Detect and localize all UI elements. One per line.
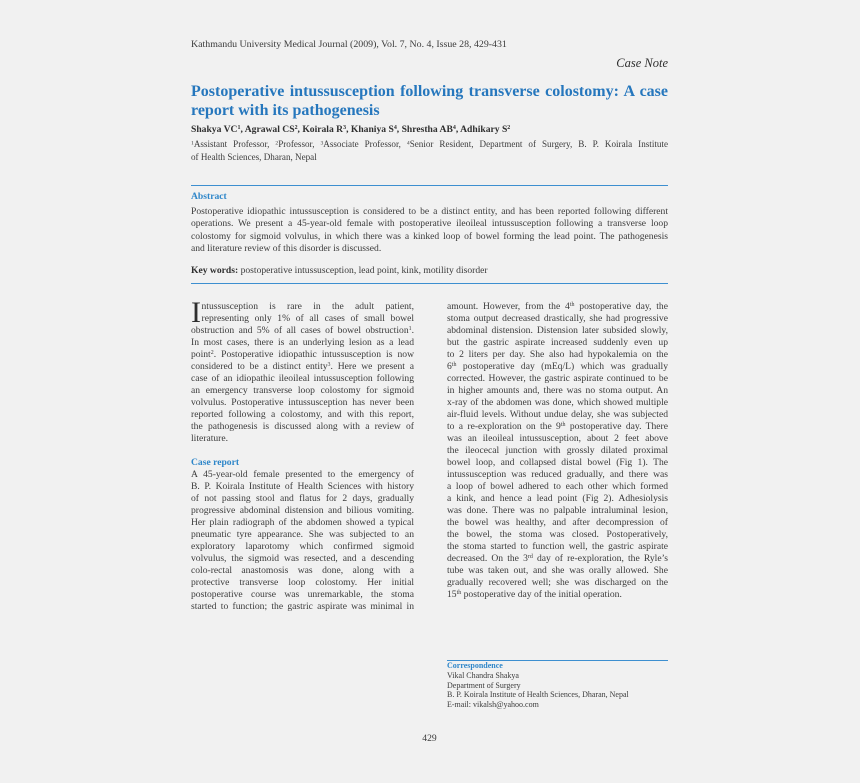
text-run: amount. However, from the 4 bbox=[447, 301, 570, 312]
superscript: 1 bbox=[191, 139, 194, 146]
text-run: volvulus. Postoperative intussusception has never been bbox=[191, 397, 414, 408]
divider-bottom bbox=[191, 283, 668, 284]
text-run: Her plain radiograph of the abdomen showed a typical bbox=[191, 517, 414, 528]
correspondence-heading: Correspondence bbox=[447, 661, 503, 670]
superscript: 3 bbox=[343, 125, 347, 132]
case-line bbox=[191, 517, 414, 529]
text-run: to 2 liters per day. She also had hypokalemia on the bbox=[447, 349, 668, 360]
text-run: representing only 1% of all cases of small bowel bbox=[201, 313, 414, 324]
case-line bbox=[191, 589, 414, 601]
case-report-text-left bbox=[191, 469, 414, 613]
intro-line bbox=[191, 421, 414, 433]
case-line bbox=[447, 517, 668, 529]
text-run: operations. We present a 45-year-old female with postoperative ileoileal intussusception following a transverse loop bbox=[191, 218, 668, 230]
intro-line bbox=[191, 385, 414, 397]
text-run: the bowel was healthy, and after decompression of bbox=[447, 517, 668, 528]
text-run: protective transverse loop colostomy. Her initial bbox=[191, 577, 414, 588]
text-run: , Adhikary S bbox=[455, 124, 508, 135]
text-run: of not passing stool and flatus for 2 days, gradually bbox=[191, 493, 414, 504]
text-run: bowel loop, and collapsed distal bowel (Fig 1). The bbox=[447, 457, 668, 468]
case-line bbox=[447, 421, 668, 433]
case-line bbox=[191, 505, 414, 517]
text-run: an emergency transverse loop colostomy for sigmoid bbox=[191, 385, 414, 396]
affiliation-line bbox=[191, 151, 668, 164]
text-run: Professor, bbox=[278, 138, 321, 149]
left-column bbox=[191, 296, 414, 613]
text-run: gradually recovered well; she was discharged on the bbox=[447, 577, 668, 588]
case-line bbox=[191, 481, 414, 493]
superscript: 2 bbox=[294, 125, 298, 132]
correspondence-line bbox=[447, 700, 668, 710]
affiliation-line bbox=[191, 138, 668, 151]
introduction-paragraph bbox=[191, 301, 414, 445]
text-run: colostomy for sigmoid volvulus, in which there was a kinked loop of bowel forming the lead point. The pathogenesis bbox=[191, 230, 668, 242]
superscript: 1 bbox=[408, 326, 412, 333]
correspondence-block bbox=[447, 661, 668, 710]
abstract-line bbox=[191, 206, 668, 218]
case-line bbox=[447, 457, 668, 469]
text-run: stoma output decreased drastically, she had progressive bbox=[447, 313, 668, 324]
case-line bbox=[447, 349, 668, 361]
title-line-1: Postoperative intussusception following transverse colostomy: A case bbox=[191, 83, 668, 100]
correspondence-details bbox=[447, 671, 668, 710]
text-run: progressive abdominal distension and bilious vomiting. bbox=[191, 505, 414, 516]
intro-line bbox=[191, 301, 414, 313]
case-line bbox=[447, 301, 668, 313]
case-line bbox=[191, 553, 414, 565]
text-run: point bbox=[191, 349, 211, 360]
case-line bbox=[447, 445, 668, 457]
superscript: rd bbox=[527, 554, 533, 561]
text-run: In most cases, there is an underlying lesion as a lead bbox=[191, 337, 414, 348]
text-run: , Shrestha AB bbox=[396, 124, 453, 135]
case-line bbox=[447, 433, 668, 445]
text-run: , Agrawal CS bbox=[240, 124, 295, 135]
text-run: . bbox=[411, 325, 414, 336]
case-line bbox=[191, 469, 414, 481]
intro-line bbox=[191, 397, 414, 409]
text-run: and literature review of this disorder is discussed. bbox=[191, 242, 382, 254]
text-run: abdominal distension. Distension later subsided slowly, bbox=[447, 325, 668, 336]
correspondence-line bbox=[447, 690, 668, 700]
superscript: th bbox=[456, 590, 462, 597]
case-line bbox=[447, 373, 668, 385]
text-run: Postoperative idiopathic intussusception is considered to be a distinct entity, and has been reported following different bbox=[191, 206, 668, 217]
text-run: day of re-exploration, the Ryle’s bbox=[532, 553, 668, 564]
intro-line bbox=[191, 373, 414, 385]
case-report-text-right bbox=[447, 301, 668, 601]
superscript: th bbox=[451, 362, 457, 369]
text-run: obstruction and 5% of all cases of bowel obstruction bbox=[191, 325, 409, 336]
text-run: the pathogenesis is discussed along with a review of bbox=[191, 421, 414, 432]
text-run: the ileocecal junction with grossly dilated proximal bbox=[447, 445, 668, 456]
text-run: Assistant Professor, bbox=[193, 138, 276, 149]
drop-cap: I bbox=[191, 296, 201, 329]
text-run: a loop of bowel adhered to each other which formed bbox=[447, 481, 668, 492]
intro-line bbox=[191, 433, 414, 445]
case-line bbox=[447, 529, 668, 541]
text-run: , Koirala R bbox=[297, 124, 344, 135]
author-line bbox=[191, 124, 668, 136]
divider-top bbox=[191, 185, 668, 186]
text-run: postoperative day (mEq/L) which was gradually bbox=[456, 361, 668, 372]
text-run: considered to be a distinct entity bbox=[191, 361, 328, 372]
page-number: 429 bbox=[422, 733, 437, 744]
title-line-2: report with its pathogenesis bbox=[191, 102, 380, 119]
author-list bbox=[191, 124, 668, 136]
case-line bbox=[191, 529, 414, 541]
case-line bbox=[191, 577, 414, 589]
text-run: E-mail: vikalsh@yahoo.com bbox=[447, 700, 539, 709]
correspondence-line bbox=[447, 681, 668, 691]
text-run: tube was taken out, and she was orally allowed. She bbox=[447, 565, 668, 576]
abstract-heading: Abstract bbox=[191, 191, 227, 202]
text-run: . Here we present a bbox=[330, 361, 414, 372]
text-run: the stoma started to function well, the gastric aspirate bbox=[447, 541, 668, 552]
abstract-text bbox=[191, 206, 668, 255]
intro-line bbox=[191, 325, 414, 337]
journal-citation: Kathmandu University Medical Journal (2009), Vol. 7, No. 4, Issue 28, 429-431 bbox=[191, 39, 507, 50]
text-run: postoperative day of the initial operation. bbox=[461, 589, 622, 600]
case-line bbox=[447, 409, 668, 421]
case-line bbox=[447, 493, 668, 505]
case-line bbox=[447, 565, 668, 577]
text-run: reported following a colostomy, and with this report, bbox=[191, 409, 414, 420]
text-run: was done. There was no palpable intraluminal lesion, bbox=[447, 505, 668, 516]
text-run: , Khaniya S bbox=[346, 124, 394, 135]
intro-line bbox=[191, 313, 414, 325]
paragraph-gap bbox=[191, 445, 414, 457]
text-run: literature. bbox=[191, 433, 229, 444]
superscript: 3 bbox=[320, 139, 324, 146]
superscript: 2 bbox=[275, 139, 279, 146]
keywords-label: Key words: bbox=[191, 265, 239, 276]
superscript: 3 bbox=[327, 362, 331, 369]
text-run: Department of Surgery bbox=[447, 680, 521, 690]
text-run: ntussusception is rare in the adult patient, bbox=[201, 301, 414, 312]
case-line bbox=[191, 541, 414, 553]
superscript: 2 bbox=[507, 125, 511, 132]
keywords bbox=[191, 265, 668, 277]
intro-line bbox=[191, 337, 414, 349]
case-line bbox=[447, 577, 668, 589]
intro-line bbox=[191, 409, 414, 421]
correspondence-line bbox=[447, 671, 668, 681]
text-run: postoperative day. There bbox=[565, 421, 668, 432]
text-run: postoperative day, the bbox=[574, 301, 668, 312]
case-line bbox=[447, 505, 668, 517]
text-run: 6 bbox=[447, 361, 452, 372]
case-line bbox=[191, 601, 414, 613]
case-line bbox=[447, 589, 668, 601]
text-run: air-fluid levels. Without undue delay, she was subjected bbox=[447, 409, 668, 420]
text-run: exploratory laparotomy which confirmed sigmoid bbox=[191, 541, 414, 552]
article-title bbox=[191, 82, 668, 120]
intro-line bbox=[191, 349, 414, 361]
text-run: was an ileoileal intussusception, about 2 feet above bbox=[447, 433, 668, 444]
text-run: 15 bbox=[447, 589, 457, 600]
text-run: case of an idiopathic ileoileal intussusception following bbox=[191, 373, 414, 384]
superscript: 1 bbox=[237, 125, 241, 132]
section-label: Case Note bbox=[616, 56, 668, 70]
text-run: A 45-year-old female presented to the emergency of bbox=[191, 469, 414, 480]
text-run: to a re-exploration on the 9 bbox=[447, 421, 561, 432]
superscript: 2 bbox=[210, 350, 214, 357]
text-run: pneumatic tyre appearance. She was subjected to an bbox=[191, 529, 414, 540]
text-run: started to function; the gastric aspirate was minimal in bbox=[191, 601, 414, 612]
abstract-line bbox=[191, 218, 668, 230]
text-run: postoperative course was unremarkable, the stoma bbox=[191, 589, 414, 600]
case-line bbox=[447, 325, 668, 337]
case-line bbox=[447, 313, 668, 325]
case-line bbox=[447, 541, 668, 553]
case-line bbox=[447, 337, 668, 349]
text-run: x-ray of the abdomen was done, which showed multiple bbox=[447, 397, 668, 408]
text-run: a kink, and hence a lead point (Fig 2). Adhesiolysis bbox=[447, 493, 668, 504]
affiliations bbox=[191, 138, 668, 164]
case-line bbox=[447, 397, 668, 409]
text-run: decreased. On the 3 bbox=[447, 553, 528, 564]
text-run: but the gastric aspirate increased suddenly even up bbox=[447, 337, 668, 348]
text-run: in higher amounts and, there was no stoma output. An bbox=[447, 385, 668, 396]
intro-line bbox=[191, 361, 414, 373]
case-line bbox=[447, 361, 668, 373]
right-column bbox=[447, 301, 668, 601]
text-run: the bowel, the stoma was closed. Postoperatively, bbox=[447, 529, 668, 540]
text-run: B. P. Koirala Institute of Health Sciences, Dharan, Nepal bbox=[447, 690, 629, 700]
keywords-text: postoperative intussusception, lead point, kink, motility disorder bbox=[240, 265, 488, 276]
text-run: intussusception was reduced gradually, and there was bbox=[447, 469, 668, 480]
superscript: 4 bbox=[452, 125, 456, 132]
superscript: th bbox=[560, 422, 566, 429]
superscript: th bbox=[569, 302, 575, 309]
case-line bbox=[447, 481, 668, 493]
text-run: Shakya VC bbox=[191, 124, 238, 135]
abstract-line bbox=[191, 231, 668, 243]
case-report-heading: Case report bbox=[191, 457, 240, 468]
case-line bbox=[447, 553, 668, 565]
case-line bbox=[191, 565, 414, 577]
superscript: 4 bbox=[393, 125, 397, 132]
text-run: of Health Sciences, Dharan, Nepal bbox=[191, 151, 317, 162]
case-line bbox=[447, 469, 668, 481]
case-line bbox=[447, 385, 668, 397]
text-run: . Postoperative idiopathic intussusception is now bbox=[213, 349, 414, 360]
text-run: corrected. However, the gastric aspirate continued to be bbox=[447, 373, 668, 384]
superscript: 4 bbox=[406, 139, 410, 146]
text-run: Vikal Chandra Shakya bbox=[447, 670, 519, 680]
abstract-line bbox=[191, 243, 668, 255]
text-run: volvulus, the sigmoid was resected, and a descending bbox=[191, 553, 414, 564]
text-run: Senior Resident, Department of Surgery, B. P. Koirala Institute bbox=[409, 138, 668, 149]
text-run: colo-rectal anastomosis was done, along with a bbox=[191, 565, 414, 576]
text-run: Associate Professor, bbox=[323, 138, 407, 149]
case-line bbox=[191, 493, 414, 505]
text-run: B. P. Koirala Institute of Health Sciences with history bbox=[191, 481, 414, 492]
